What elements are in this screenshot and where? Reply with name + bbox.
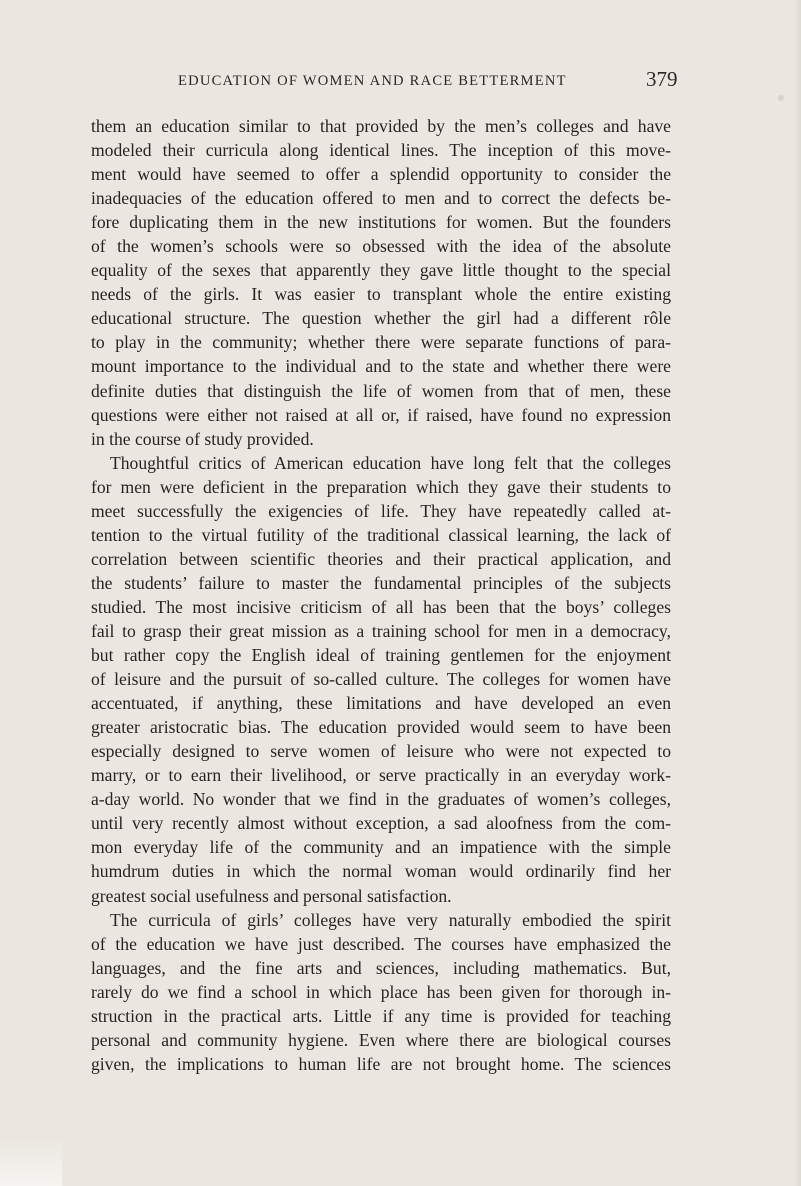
text-line: for men were deficient in the preparation which they gave their students to (91, 476, 671, 497)
text-line: them an education similar to that provided by the men’s colleges and have (91, 116, 671, 136)
text-line: marry, or to earn their livelihood, or serve practically in an everyday work- (91, 765, 671, 786)
text-line: rarely do we find a school in which place has been given for thorough in- (91, 981, 671, 1002)
text-line: accentuated, if anything, these limitations and have developed an even (91, 693, 671, 714)
text-line: personal and community hygiene. Even where there are biological courses (91, 1029, 671, 1050)
text-line: struction in the practical arts. Little if any time is provided for teaching (91, 1005, 671, 1026)
text-line: of the women’s schools were so obsessed with the idea of the absolute (91, 236, 671, 257)
text-line: meet successfully the exigencies of life. They have repeatedly called at- (91, 500, 671, 521)
text-line: of the education we have just described. The courses have emphasized the (91, 933, 671, 954)
text-line: needs of the girls. It was easier to transplant whole the entire existing (91, 284, 671, 305)
text-line: studied. The most incisive criticism of all has been that the boys’ colleges (91, 596, 671, 617)
body-text (91, 114, 671, 1076)
running-head: EDUCATION OF WOMEN AND RACE BETTERMENT (178, 73, 567, 89)
text-line: humdrum duties in which the normal woman would ordinarily find her (91, 861, 671, 882)
paper-speck (778, 95, 784, 101)
scan-corner-highlight (0, 1138, 62, 1186)
text-line: in the course of study provided. (91, 428, 314, 449)
text-line: to play in the community; whether there were separate functions of para- (91, 332, 671, 353)
text-line: given, the implications to human life are not brought home. The sciences (91, 1053, 671, 1074)
text-line: until very recently almost without exception, a sad aloofness from the com- (91, 813, 671, 834)
text-line: modeled their curricula along identical lines. The inception of this move- (91, 140, 671, 161)
text-line: languages, and the fine arts and sciences, including mathematics. But, (91, 957, 671, 978)
text-line: especially designed to serve women of leisure who were not expected to (91, 741, 671, 762)
text-line: educational structure. The question whether the girl had a different rôle (91, 308, 671, 329)
text-line: greater aristocratic bias. The education provided would seem to have been (91, 717, 671, 738)
paragraph-first-line: The curricula of girls’ colleges have very naturally embodied the spirit (110, 909, 671, 930)
text-line: the students’ failure to master the fundamental principles of the subjects (91, 572, 671, 593)
paragraph-first-line: Thoughtful critics of American education have long felt that the colleges (110, 452, 671, 473)
text-line: mount importance to the individual and to the state and whether there were (91, 356, 671, 377)
text-line: but rather copy the English ideal of training gentlemen for the enjoyment (91, 645, 671, 666)
text-line: of leisure and the pursuit of so-called culture. The colleges for women have (91, 669, 671, 690)
text-line: greatest social usefulness and personal satisfaction. (91, 885, 452, 906)
text-line: inadequacies of the education offered to men and to correct the defects be- (91, 188, 671, 209)
page-number: 379 (646, 67, 678, 91)
text-line: mon everyday life of the community and an impatience with the simple (91, 837, 671, 858)
text-line: fail to grasp their great mission as a training school for men in a democracy, (91, 620, 671, 641)
text-line: fore duplicating them in the new institutions for women. But the founders (91, 212, 671, 233)
text-line: correlation between scientific theories and their practical application, and (91, 548, 671, 569)
text-line: definite duties that distinguish the life of women from that of men, these (91, 380, 671, 401)
text-line: tention to the virtual futility of the traditional classical learning, the lack of (91, 524, 671, 545)
text-line: ment would have seemed to offer a splendid opportunity to consider the (91, 164, 671, 185)
text-line: questions were either not raised at all or, if raised, have found no expression (91, 404, 671, 425)
page-edge-shadow (795, 0, 801, 1186)
text-line: a-day world. No wonder that we find in the graduates of women’s colleges, (91, 789, 671, 810)
text-line: equality of the sexes that apparently they gave little thought to the special (91, 260, 671, 281)
